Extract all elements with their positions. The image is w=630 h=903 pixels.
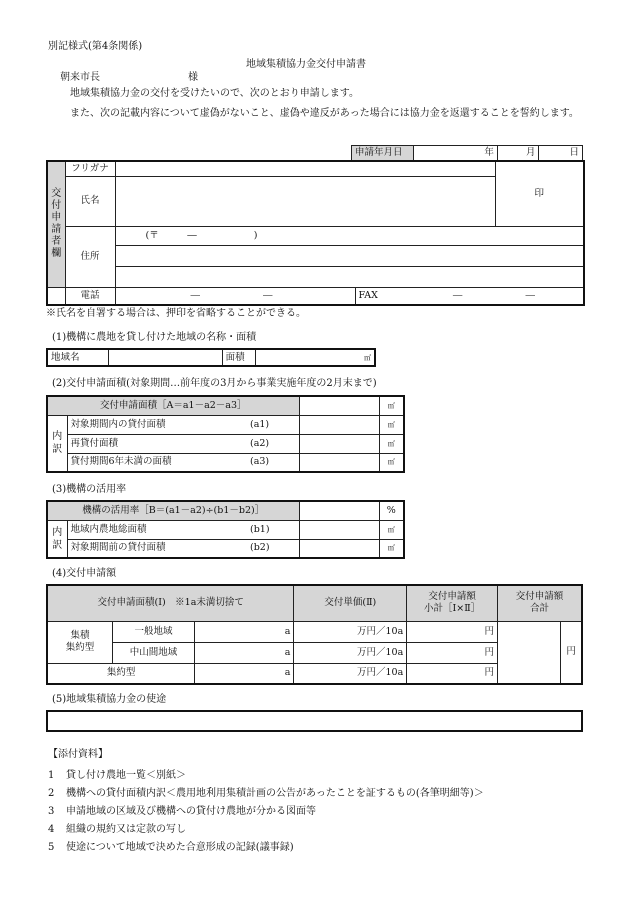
- col-subtotal: 交付申請額 小計［Ⅰ×Ⅱ］: [407, 585, 498, 621]
- form-reference: 別記様式(第4条関係): [48, 41, 143, 52]
- furigana-input[interactable]: [115, 161, 495, 176]
- intro-line-1: 地域集積協力金の交付を受けたいので、次のとおり申請します。: [70, 88, 359, 99]
- phone-label: 電話: [65, 287, 115, 305]
- row-consolidated: 集約型: [47, 663, 195, 684]
- row-label: 再貸付面積: [67, 434, 247, 453]
- postal-code-input[interactable]: (〒 ― ): [115, 226, 584, 245]
- row-label: 貸付期間6年未満の面積: [67, 453, 247, 472]
- area-input[interactable]: ㎡: [255, 349, 375, 366]
- seal-area: [495, 161, 584, 226]
- furigana-label: フリガナ: [65, 161, 115, 176]
- row-code: (b2): [247, 539, 299, 558]
- application-area-input[interactable]: [299, 396, 379, 415]
- attachment-item: 5 使途について地域で決めた合意形成の記録(議事録): [48, 842, 294, 853]
- attachments-heading: 【添付資料】: [48, 749, 108, 760]
- section-5-heading: (5)地域集積協力金の使途: [52, 694, 167, 705]
- b2-input[interactable]: [299, 539, 379, 558]
- mountain-area-input[interactable]: a: [195, 642, 294, 663]
- row-mountain: 中山間地域: [112, 642, 194, 663]
- attachment-item: 2 機構への貸付面積内訳＜農用地利用集積計画の公告があったことを証するもの(各筆明細等)＞: [48, 788, 484, 799]
- col-total: 交付申請額 合計: [498, 585, 583, 621]
- a3-input[interactable]: [299, 453, 379, 472]
- year-field[interactable]: 年: [413, 146, 497, 161]
- section-4-table: 交付申請面積(Ⅰ) ※1a未満切捨て 交付単価(Ⅱ) 交付申請額 小計［Ⅰ×Ⅱ］ 交付申請額 合計 集積 集約型 一般地域 a 万円／10a 円 円 中山間地域 a 万円／10a 円 集約型 a 万円／10a 円: [46, 584, 583, 685]
- utilization-rate-input[interactable]: [299, 501, 379, 520]
- name-label: 氏名: [65, 176, 115, 226]
- unit: ㎡: [379, 396, 404, 415]
- row-label: 地域内農地総面積: [67, 520, 247, 539]
- section-2-heading: (2)交付申請面積(対象期間…前年度の3月から事業実施年度の2月末まで): [52, 378, 377, 389]
- consolidated-price-input[interactable]: 万円／10a: [294, 663, 407, 684]
- row-code: (b1): [247, 520, 299, 539]
- fax-input[interactable]: FAX ― ―: [355, 287, 584, 305]
- col-price: 交付単価(Ⅱ): [294, 585, 407, 621]
- total-input[interactable]: [498, 621, 561, 684]
- group-label: 集積 集約型: [47, 621, 112, 663]
- phone-input[interactable]: ― ―: [115, 287, 355, 305]
- document-title: 地域集積協力金交付申請書: [246, 59, 366, 70]
- section-1-heading: (1)機構に農地を貸し付けた地域の名称・面積: [52, 332, 257, 343]
- row-general: 一般地域: [112, 621, 194, 642]
- address-label: 住所: [65, 226, 115, 287]
- breakdown-label: 内訳: [47, 520, 67, 558]
- breakdown-label: 内訳: [47, 415, 67, 472]
- attachment-item: 1 貸し付け農地一覧＜別紙＞: [48, 770, 186, 781]
- mountain-subtotal-input[interactable]: 円: [407, 642, 498, 663]
- address-input-line-2[interactable]: [115, 266, 584, 287]
- attachments-list: [48, 766, 608, 856]
- addressee-honorific: 様: [188, 72, 198, 83]
- applicant-section-label: 交付申請者欄: [47, 161, 65, 287]
- name-input[interactable]: [115, 176, 495, 226]
- general-subtotal-input[interactable]: 円: [407, 621, 498, 642]
- area-name-input[interactable]: [108, 349, 222, 366]
- row-code: (a1): [247, 415, 299, 434]
- application-date-box: [351, 145, 583, 161]
- intro-line-2: また、次の記載内容について虚偽がないこと、虚偽や違反があった場合には協力金を返還することを誓約します。: [70, 108, 579, 119]
- area-label: 面積: [222, 349, 255, 366]
- a2-input[interactable]: [299, 434, 379, 453]
- application-area-label: 交付申請面積［A＝a1－a2－a3］: [47, 396, 299, 415]
- section-3-table: 機構の活用率［B＝(a1－a2)÷(b1－b2)］ % 内訳 地域内農地総面積 (b1) ㎡ 対象期間前の貸付面積 (b2) ㎡: [46, 500, 405, 559]
- address-input-line-1[interactable]: [115, 245, 584, 266]
- fax-label: FAX: [358, 289, 378, 301]
- row-label: 対象期間内の貸付面積: [67, 415, 247, 434]
- utilization-rate-label: 機構の活用率［B＝(a1－a2)÷(b1－b2)］: [47, 501, 299, 520]
- area-name-label: 地域名: [47, 349, 108, 366]
- b1-input[interactable]: [299, 520, 379, 539]
- applicant-table: [46, 160, 585, 306]
- mountain-price-input[interactable]: 万円／10a: [294, 642, 407, 663]
- attachment-item: 4 組織の規約又は定款の写し: [48, 824, 186, 835]
- addressee: 朝来市長: [60, 72, 100, 83]
- usage-input[interactable]: [46, 710, 583, 732]
- day-field[interactable]: 日: [539, 146, 583, 161]
- date-label: 申請年月日: [352, 146, 414, 161]
- row-code: (a2): [247, 434, 299, 453]
- month-field[interactable]: 月: [497, 146, 539, 161]
- section-1-table: [46, 348, 376, 367]
- seal-mark: 印: [534, 187, 544, 199]
- applicant-note: ※氏名を自署する場合は、押印を省略することができる。: [46, 308, 306, 319]
- consolidated-area-input[interactable]: a: [195, 663, 294, 684]
- a1-input[interactable]: [299, 415, 379, 434]
- attachment-item: 3 申請地域の区域及び機構への貸付け農地が分かる図面等: [48, 806, 316, 817]
- section-4-heading: (4)交付申請額: [52, 568, 117, 579]
- row-code: (a3): [247, 453, 299, 472]
- section-3-heading: (3)機構の活用率: [52, 484, 127, 495]
- section-2-table: 交付申請面積［A＝a1－a2－a3］ ㎡ 内訳 対象期間内の貸付面積 (a1) ㎡ 再貸付面積 (a2) ㎡ 貸付期間6年未満の面積 (a3) ㎡: [46, 395, 405, 473]
- general-area-input[interactable]: a: [195, 621, 294, 642]
- general-price-input[interactable]: 万円／10a: [294, 621, 407, 642]
- consolidated-subtotal-input[interactable]: 円: [407, 663, 498, 684]
- row-label: 対象期間前の貸付面積: [67, 539, 247, 558]
- col-area: 交付申請面積(Ⅰ) ※1a未満切捨て: [47, 585, 294, 621]
